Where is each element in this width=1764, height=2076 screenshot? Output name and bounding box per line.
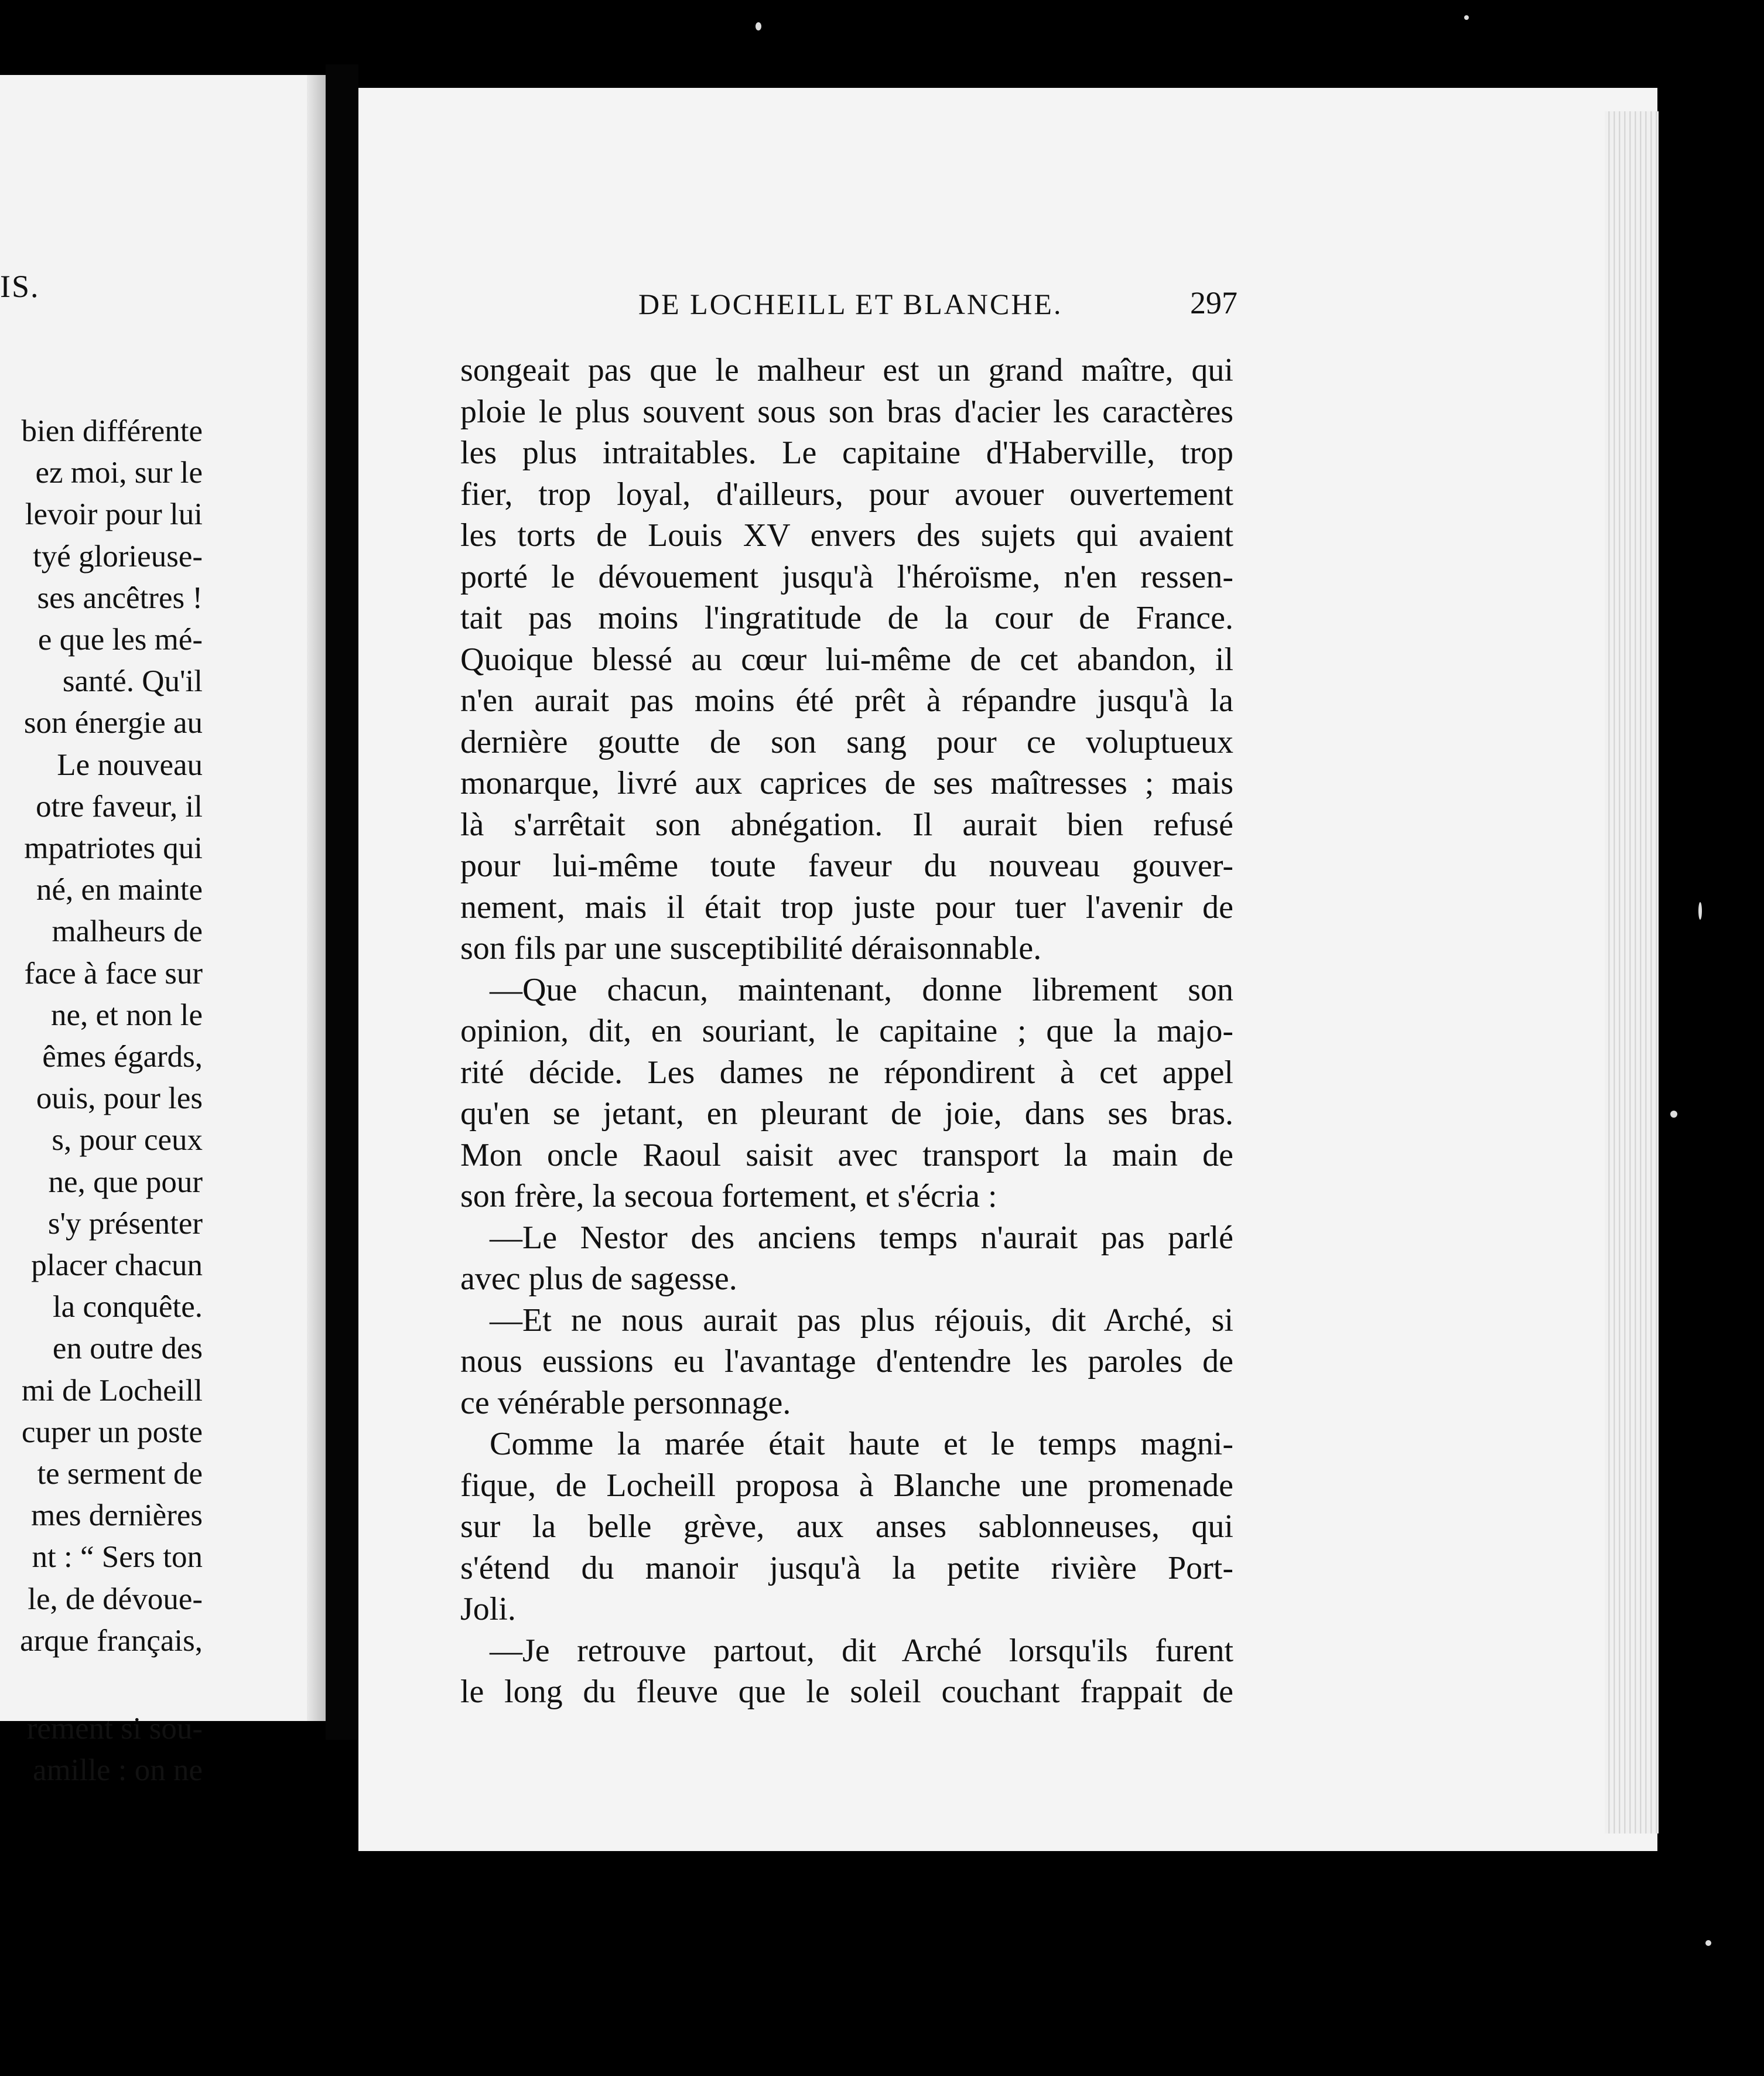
text-line: qu'en se jetant, en pleurant de joie, dans ses bras.	[460, 1095, 1233, 1132]
left-text-line: mi de Locheill	[21, 1373, 203, 1408]
left-text-line: mpatriotes qui	[24, 831, 203, 865]
left-gutter-shadow	[307, 75, 327, 1721]
left-text-line: e que les mé-	[37, 623, 203, 657]
dust-speck	[755, 22, 761, 30]
left-text-line: mes dernières	[31, 1498, 203, 1533]
left-facing-page	[0, 75, 327, 1788]
dust-speck	[1705, 1940, 1711, 1946]
text-line: —Et ne nous aurait pas plus réjouis, dit Arché, si	[490, 1302, 1233, 1339]
book-binding-gap	[326, 64, 358, 1740]
text-line: avec plus de sagesse.	[460, 1261, 737, 1297]
text-line: n'en aurait pas moins été prêt à répandre jusqu'à la	[460, 682, 1233, 719]
left-text-line: tyé glorieuse-	[33, 539, 203, 573]
left-text-line: nt : “ Sers ton	[32, 1540, 203, 1575]
text-line: s'étend du manoir jusqu'à la petite rivière Port-	[460, 1549, 1233, 1586]
left-text-line: la conquête.	[52, 1290, 203, 1324]
left-running-head-fragment: IS.	[0, 269, 40, 304]
dust-speck	[1698, 902, 1702, 920]
page-number: 297	[1190, 285, 1237, 320]
left-text-line: s, pour ceux	[52, 1123, 203, 1157]
text-line: —Que chacun, maintenant, donne librement son	[490, 971, 1233, 1008]
text-line: rité décide. Les dames ne répondirent à cet appel	[460, 1054, 1233, 1091]
left-text-line: levoir pour lui	[25, 497, 203, 532]
text-line: le long du fleuve que le soleil couchant frappait de	[460, 1674, 1233, 1710]
text-line: —Le Nestor des anciens temps n'aurait pas parlé	[490, 1219, 1233, 1256]
text-line: fier, trop loyal, d'ailleurs, pour avouer ouvertement	[460, 476, 1233, 513]
left-text-line: arque français,	[20, 1623, 203, 1658]
left-text-line: amille : on ne	[33, 1753, 203, 1788]
left-text-line: en outre des	[52, 1331, 203, 1366]
text-line: porté le dévouement jusqu'à l'héroïsme, n'en ressen-	[460, 558, 1233, 595]
left-text-line: bien différente	[21, 414, 203, 448]
left-text-line: malheurs de	[52, 914, 203, 949]
left-text-line: le, de dévoue-	[28, 1582, 203, 1616]
text-line: sur la belle grève, aux anses sablonneuses, qui	[460, 1508, 1233, 1545]
left-text-line: Le nouveau	[57, 747, 203, 782]
text-line: Joli.	[460, 1591, 516, 1627]
left-text-line: ne, et non le	[50, 998, 203, 1032]
text-line: fique, de Locheill proposa à Blanche une promenade	[460, 1467, 1233, 1504]
text-line: les torts de Louis XV envers des sujets qui avaient	[460, 517, 1233, 554]
text-line: ce vénérable personnage.	[460, 1384, 791, 1421]
left-text-line: s'y présenter	[47, 1206, 203, 1241]
text-line: son fils par une susceptibilité déraisonnable.	[460, 930, 1042, 967]
left-text-line: ses ancêtres !	[37, 581, 203, 615]
dust-speck	[1670, 1111, 1677, 1118]
left-text-line: rement si sou-	[26, 1712, 203, 1746]
left-text-line: né, en mainte	[36, 873, 203, 907]
page-edges	[1605, 111, 1659, 1833]
left-text-line: ouis, pour les	[36, 1081, 203, 1116]
left-text-line: cuper un poste	[21, 1415, 203, 1449]
text-line: nous eussions eu l'avantage d'entendre les paroles de	[460, 1343, 1233, 1380]
text-line: —Je retrouve partout, dit Arché lorsqu'ils furent	[490, 1632, 1233, 1669]
text-line: son frère, la secoua fortement, et s'écria :	[460, 1178, 997, 1214]
left-text-line: face à face sur	[24, 956, 203, 991]
running-head: DE LOCHEILL ET BLANCHE.	[638, 288, 1063, 320]
text-line: songeait pas que le malheur est un grand maître, qui	[460, 352, 1233, 388]
text-line: Comme la marée était haute et le temps magni-	[490, 1426, 1233, 1462]
left-text-line: otre faveur, il	[36, 789, 203, 824]
text-line: les plus intraitables. Le capitaine d'Haberville, trop	[460, 435, 1233, 471]
left-text-line: te serment de	[37, 1457, 203, 1491]
text-line: nement, mais il était trop juste pour tuer l'avenir de	[460, 889, 1233, 926]
left-text-line: ne, que pour	[48, 1165, 203, 1199]
dust-speck	[1464, 15, 1469, 20]
left-text-line: santé. Qu'il	[62, 664, 203, 699]
left-text-line: êmes égards,	[42, 1040, 203, 1074]
text-line: dernière goutte de son sang pour ce voluptueux	[460, 723, 1233, 760]
text-line: là s'arrêtait son abnégation. Il aurait bien refusé	[460, 806, 1233, 843]
text-line: Quoique blessé au cœur lui-même de cet abandon, il	[460, 641, 1233, 678]
text-line: monarque, livré aux caprices de ses maîtresses ; mais	[460, 765, 1233, 801]
text-line: opinion, dit, en souriant, le capitaine ; que la majo-	[460, 1013, 1233, 1049]
left-text-line: son énergie au	[23, 706, 203, 740]
text-line: Mon oncle Raoul saisit avec transport la main de	[460, 1136, 1233, 1173]
left-text-line: placer chacun	[31, 1248, 203, 1282]
text-line: tait pas moins l'ingratitude de la cour de France.	[460, 600, 1233, 636]
text-line: pour lui-même toute faveur du nouveau gouver-	[460, 848, 1233, 884]
text-line: ploie le plus souvent sous son bras d'acier les caractères	[460, 393, 1233, 430]
left-text-line: ez moi, sur le	[35, 456, 203, 490]
